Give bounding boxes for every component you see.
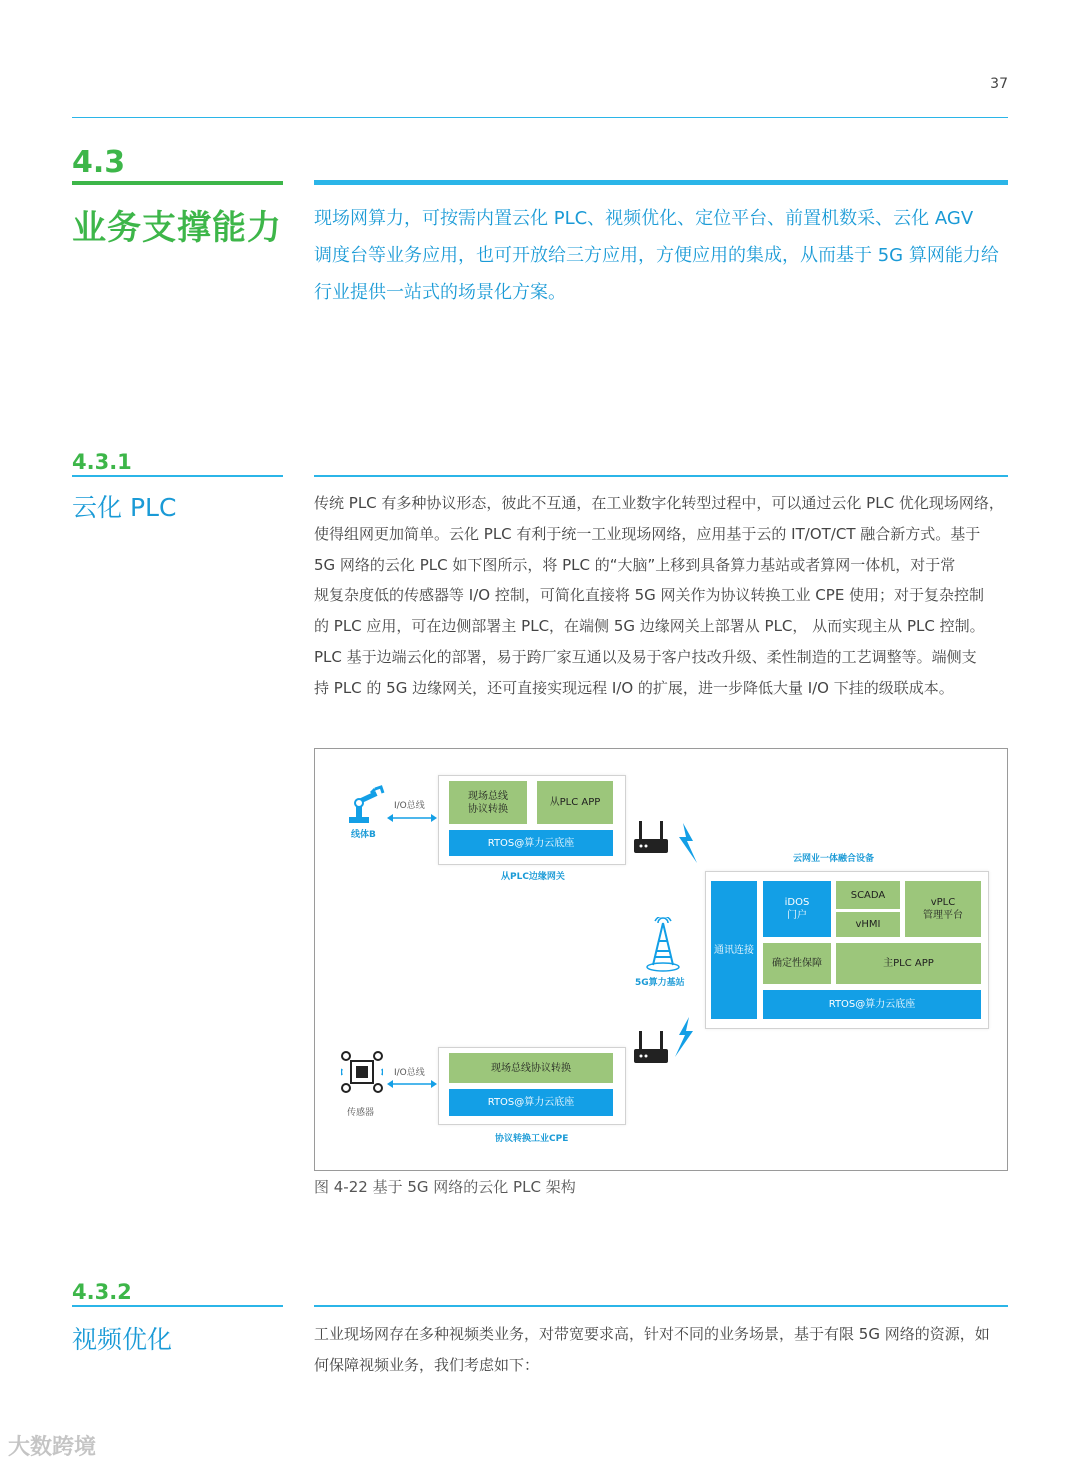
intro-line: 现场网算力，可按需内置云化 PLC、视频优化、定位平台、前置机数采、云化 AGV [314, 208, 974, 229]
subsection-number: 4.3.1 [72, 450, 132, 474]
cloud-device [705, 871, 989, 1029]
bidirectional-arrow [387, 1079, 437, 1089]
figure-caption: 图 4-22 基于 5G 网络的云化 PLC 架构 [314, 1178, 576, 1196]
section-blue-rule [314, 180, 1008, 185]
vplc-box: vPLC 管理平台 [905, 881, 981, 937]
io-bus-label-top: I/O总线 [394, 801, 425, 811]
body-line: 何保障视频业务，我们考虑如下： [314, 1355, 540, 1374]
body-line: 5G 网络的云化 PLC 如下图所示，将 PLC 的“大脑”上移到具备算力基站或者算网一体机，对于常 [314, 555, 956, 574]
body-line: 传统 PLC 有多种协议形态，彼此不互通，在工业数字化转型过程中，可以通过云化 PLC 优化现场网络， [314, 494, 1004, 512]
intro-line: 调度台等业务应用，也可开放给三方应用，方便应用的集成，从而基于 5G 算网能力给 [314, 245, 999, 266]
subsection-number: 4.3.2 [72, 1280, 132, 1304]
section-intro [314, 200, 1014, 311]
page-number: 37 [990, 76, 1008, 92]
protocol-cpe [438, 1047, 626, 1125]
section-number: 4.3 [72, 145, 126, 180]
header-rule [72, 117, 1008, 118]
cpe-rtos-box: RTOS@算力云底座 [449, 1089, 613, 1116]
subsection-body [314, 1319, 1014, 1381]
idos-portal-box: iDOS 门户 [763, 881, 831, 937]
subsection-title: 云化 PLC [72, 493, 177, 522]
cloud-device-label: 云网业一体融合设备 [793, 854, 875, 864]
fieldbus-protocol-box: 现场总线 协议转换 [449, 781, 527, 824]
determinism-box: 确定性保障 [763, 943, 831, 984]
io-bus-label-bottom: I/O总线 [394, 1068, 425, 1078]
subsection-rule-left [72, 1305, 283, 1307]
router-icon [633, 1029, 669, 1067]
sensor-icon [341, 1051, 383, 1093]
cpe-protocol-box: 现场总线协议转换 [449, 1053, 613, 1083]
scada-box: SCADA [836, 881, 900, 909]
cloud-rtos-box: RTOS@算力云底座 [763, 990, 981, 1019]
slave-plc-gateway [438, 775, 626, 865]
body-line: 使得组网更加简单。云化 PLC 有利于统一工业现场网络，应用基于云的 IT/OT/CT 融合新方式。基于 [314, 524, 981, 543]
comm-box: 通讯连接 [711, 881, 757, 1019]
master-plc-box: 主PLC APP [836, 943, 981, 984]
intro-line: 行业提供一站式的场景化方案。 [314, 282, 566, 303]
body-line: PLC 基于边端云化的部署，易于跨厂家互通以及易于客户技改升级、柔性制造的工艺调整等。端侧支 [314, 647, 977, 666]
subsection-title: 视频优化 [72, 1325, 173, 1354]
section-green-rule [72, 181, 283, 185]
body-line: 工业现场网存在多种视频类业务，对带宽要求高，针对不同的业务场景，基于有限 5G 网络的资源，如 [314, 1325, 990, 1343]
robot-arm-icon [345, 785, 385, 827]
bidirectional-arrow [387, 813, 437, 823]
router-icon [633, 819, 669, 857]
subsection-rule-left [72, 475, 283, 477]
vhmi-box: vHMI [836, 912, 900, 937]
body-line: 的 PLC 应用，可在边侧部署主 PLC，在端侧 5G 边缘网关上部署从 PLC， 从而实现主从 PLC 控制。 [314, 617, 985, 636]
watermark: 大数跨境 [8, 1435, 97, 1460]
robot-label: 线体B [351, 830, 376, 840]
body-line: 规复杂度低的传感器等 I/O 控制，可简化直接将 5G 网关作为协议转换工业 CPE 使用；对于复杂控制 [314, 586, 985, 605]
lightning-icon [677, 823, 701, 863]
architecture-figure [314, 748, 1008, 1171]
cpe-label: 协议转换工业CPE [495, 1134, 569, 1144]
tower-icon [645, 917, 681, 973]
body-line: 持 PLC 的 5G 边缘网关，还可直接实现远程 I/O 的扩展，进一步降低大量 I/O 下挂的级联成本。 [314, 678, 954, 697]
base-station-label: 5G算力基站 [635, 978, 685, 988]
subsection-body [314, 488, 1014, 704]
section-title: 业务支撑能力 [72, 208, 282, 248]
slave-gateway-label: 从PLC边缘网关 [501, 872, 565, 882]
subsection-rule-right [314, 475, 1008, 477]
subsection-rule-right [314, 1305, 1008, 1307]
sensor-label: 传感器 [347, 1108, 375, 1118]
rtos-base-box: RTOS@算力云底座 [449, 830, 613, 856]
slave-plc-app-box: 从PLC APP [537, 781, 613, 824]
lightning-icon [671, 1017, 695, 1057]
